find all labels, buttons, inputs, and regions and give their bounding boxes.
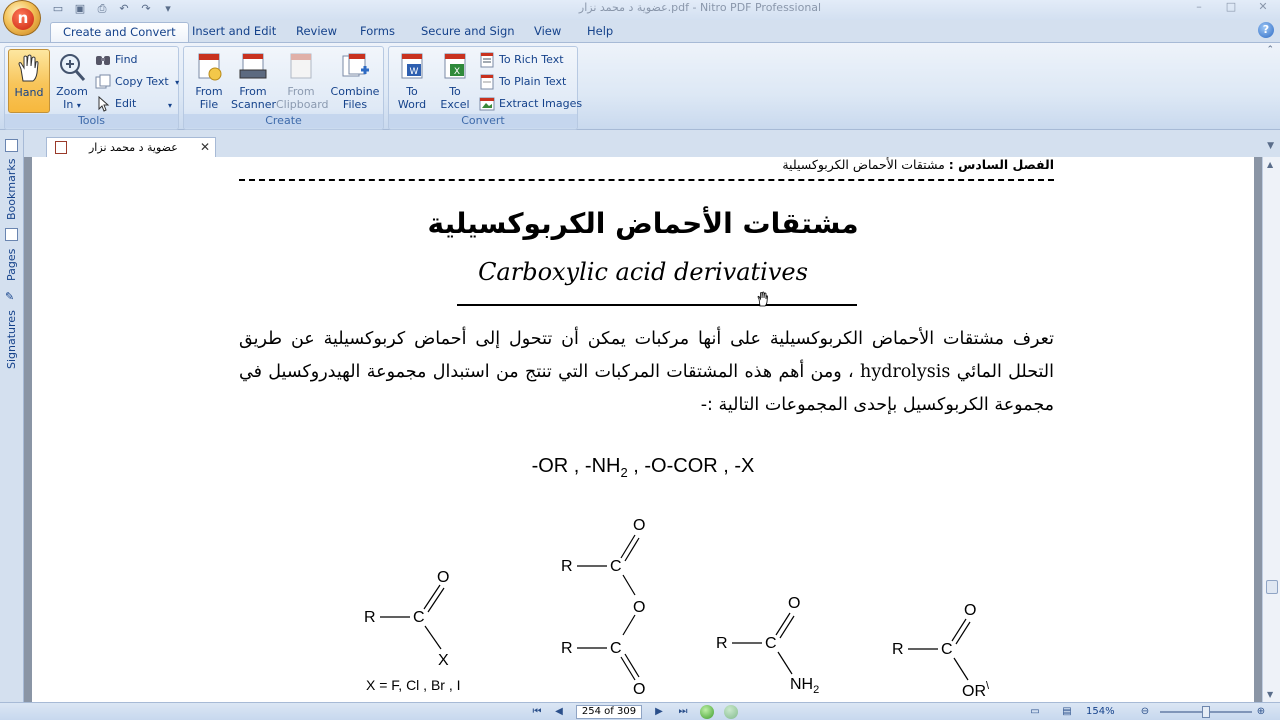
ester-or [962, 680, 990, 700]
extract-images-button[interactable] [479, 95, 582, 113]
pages-tab[interactable]: Pages [5, 248, 18, 282]
plain-text-icon [479, 74, 495, 90]
to-word-button[interactable] [391, 49, 433, 113]
title-bar [0, 0, 1280, 20]
help-icon[interactable]: ? [1258, 22, 1274, 38]
from-scanner-button[interactable] [231, 49, 275, 113]
to-excel-button[interactable] [434, 49, 476, 113]
zoom-out-icon[interactable]: ⊖ [1140, 706, 1150, 717]
bookmarks-icon [5, 139, 18, 152]
magnifier-icon [56, 52, 88, 82]
substituent-groups [32, 455, 1254, 480]
intro-text-2: ، ومن أهم هذه المشتقات المركبات التي تنتج من استبدال مجموعة الهيدروكسيل في مجموعة الكربوكسيل بإحدى المجموعات التالية :- [239, 362, 1054, 415]
chemical-structures [32, 497, 1254, 702]
tab-forms[interactable]: Forms [360, 24, 395, 38]
edit-label: Edit [115, 97, 137, 110]
tab-secure-and-sign[interactable]: Secure and Sign [421, 24, 515, 38]
cursor-icon [95, 96, 111, 112]
app-menu-button[interactable] [3, 0, 41, 36]
to-excel-label-1: To [449, 85, 461, 98]
to-rich-text-label: To Rich Text [499, 53, 564, 66]
tab-help[interactable]: Help [587, 24, 614, 38]
convert-group-label: Convert [389, 114, 577, 128]
last-page-icon[interactable]: ⏭ [678, 706, 688, 717]
maximize-button[interactable]: □ [1225, 0, 1237, 13]
to-plain-text-button[interactable] [479, 73, 566, 91]
tools-group-label: Tools [5, 114, 178, 128]
minimize-button[interactable]: – [1196, 0, 1202, 13]
document-viewport[interactable] [24, 157, 1262, 702]
acyl-halide-x: X [438, 652, 449, 669]
continuous-view-icon[interactable]: ▤ [1062, 706, 1072, 717]
amide-n-subscript: 2 [813, 684, 820, 696]
scrollbar-thumb[interactable] [1266, 580, 1278, 594]
zoom-label-2: In ▾ [63, 98, 81, 111]
convert-group [388, 46, 583, 130]
zoom-in-icon[interactable]: ⊕ [1256, 706, 1266, 717]
combine-label-2: Files [342, 98, 368, 111]
zoom-level[interactable]: 154% [1086, 706, 1115, 717]
document-tabs [24, 137, 1280, 157]
anhydride-bridge-o: O [633, 599, 646, 616]
first-page-icon[interactable]: ⏮ [532, 706, 542, 717]
groups-text-1: -OR , -NH [531, 455, 621, 477]
tab-create-and-convert[interactable]: Create and Convert [50, 22, 189, 42]
pdf-document-icon [55, 141, 67, 154]
english-title: Carboxylic acid derivatives [478, 258, 808, 286]
ester-r: R [892, 641, 904, 658]
copy-text-label: Copy Text [115, 75, 169, 88]
back-view-icon[interactable] [700, 705, 714, 719]
ester-or-text: OR [962, 683, 986, 700]
anhydride-r2: R [561, 640, 573, 657]
hand-cursor-icon [756, 291, 770, 307]
svg-text:X: X [453, 67, 461, 77]
from-scanner-label-2: Scanner [231, 98, 277, 111]
ester-structure [892, 602, 990, 700]
zoom-in-button[interactable] [53, 49, 91, 113]
anhydride-c2: C [610, 640, 622, 657]
from-clipboard-label-2: Clipboard [276, 98, 329, 111]
to-word-label-2: Word [397, 98, 427, 111]
find-label: Find [115, 53, 138, 66]
from-file-label-2: File [199, 98, 219, 111]
groups-text-2: , -O-COR , -X [627, 455, 755, 477]
copy-text-button[interactable] [95, 73, 179, 91]
pages-icon [5, 228, 18, 241]
to-plain-text-label: To Plain Text [499, 75, 567, 88]
from-file-label-1: From [195, 85, 223, 98]
amide-structure [716, 595, 819, 696]
header-divider [239, 179, 1054, 181]
pdf-from-file-icon [193, 52, 225, 82]
previous-page-icon[interactable]: ◀ [555, 706, 563, 717]
title-underline [457, 304, 857, 306]
hand-label: Hand [14, 86, 44, 99]
svg-text:W: W [409, 67, 419, 77]
groups-subscript: 2 [620, 465, 628, 480]
undo-icon[interactable]: ↶ [119, 2, 129, 15]
ribbon [0, 42, 1280, 130]
running-header-chapter: الفصل السادس : [948, 157, 1054, 172]
zoom-label-1: Zoom [56, 85, 88, 98]
extract-images-label: Extract Images [499, 97, 583, 110]
create-group [183, 46, 384, 130]
close-window-button[interactable]: ✕ [1258, 0, 1268, 13]
chapter-title: مشتقات الأحماض الكربوكسيلية [427, 207, 859, 240]
acyl-halide-r: R [364, 609, 376, 626]
redo-icon[interactable]: ↷ [141, 2, 151, 15]
scroll-down-icon[interactable]: ▼ [1267, 690, 1274, 699]
tools-group [4, 46, 179, 130]
single-page-view-icon[interactable]: ▭ [1030, 706, 1040, 717]
from-clipboard-button[interactable] [276, 49, 329, 113]
save-icon[interactable]: ▣ [74, 2, 86, 15]
from-file-button[interactable] [187, 49, 231, 113]
acyl-halide-o: O [437, 569, 450, 586]
ribbon-tabs [0, 20, 1280, 42]
to-excel-icon [439, 52, 471, 82]
anhydride-o2: O [633, 681, 646, 698]
tab-view[interactable]: View [534, 24, 562, 38]
intro-hydrolysis-term: hydrolysis [860, 362, 951, 382]
clipboard-icon [285, 52, 317, 82]
ester-prime: \ [986, 680, 990, 692]
window-title: عضوية د محمد نزار.pdf - Nitro PDF Professional [578, 1, 822, 14]
zoom-slider-knob[interactable] [1202, 706, 1210, 718]
amide-n [790, 676, 819, 696]
tab-list-chevron-icon[interactable]: ▼ [1267, 141, 1274, 151]
ester-c: C [941, 641, 953, 658]
from-clipboard-label-1: From [287, 85, 315, 98]
anhydride-structure [561, 517, 645, 698]
ester-o: O [964, 602, 977, 619]
anhydride-o1: O [633, 517, 646, 534]
close-tab-icon[interactable]: ✕ [199, 140, 210, 154]
bookmarks-tab[interactable]: Bookmarks [5, 158, 18, 220]
acyl-halide-c: C [413, 609, 425, 626]
to-word-icon [396, 52, 428, 82]
signature-pen-icon: ✎ [5, 290, 15, 303]
to-excel-label-2: Excel [440, 98, 470, 111]
combine-label-1: Combine [330, 85, 380, 98]
from-scanner-label-1: From [239, 85, 267, 98]
page-number-input[interactable]: 254 of 309 [576, 705, 642, 719]
nitro-logo-icon: n [12, 8, 34, 30]
amide-o: O [788, 595, 801, 612]
edit-chevron-down-icon[interactable]: ▾ [168, 101, 173, 110]
anhydride-r1: R [561, 558, 573, 575]
tab-review[interactable]: Review [296, 24, 338, 38]
running-header [239, 157, 1054, 172]
signatures-tab[interactable]: Signatures [5, 310, 18, 370]
collapse-ribbon-icon[interactable]: ⌃ [1266, 45, 1274, 55]
find-button[interactable] [95, 51, 138, 69]
extract-images-icon [479, 96, 495, 112]
document-tab[interactable] [46, 137, 216, 157]
amide-r: R [716, 635, 728, 652]
hand-tool-button[interactable] [8, 49, 50, 113]
binoculars-icon [95, 52, 111, 68]
document-tab-title: عضوية د محمد نزار [89, 141, 178, 154]
intro-paragraph [239, 323, 1054, 422]
to-word-label-1: To [406, 85, 418, 98]
create-group-label: Create [184, 114, 383, 128]
copy-text-icon [95, 74, 111, 90]
side-panel [0, 130, 24, 720]
rich-text-icon [479, 52, 495, 68]
amide-nh: NH [790, 676, 814, 693]
amide-c: C [765, 635, 777, 652]
print-icon[interactable]: ⎙ [97, 2, 107, 15]
pdf-page [32, 157, 1254, 702]
scanner-icon [237, 52, 269, 82]
anhydride-c1: C [610, 558, 622, 575]
hand-icon [13, 53, 45, 83]
to-rich-text-button[interactable] [479, 51, 564, 69]
status-bar [0, 702, 1280, 720]
forward-view-icon[interactable] [724, 705, 738, 719]
edit-button[interactable] [95, 95, 136, 113]
combine-files-button[interactable] [330, 49, 380, 113]
next-page-icon[interactable]: ▶ [655, 706, 663, 717]
customize-qat-icon[interactable]: ▾ [165, 2, 171, 15]
open-icon[interactable]: ▭ [52, 2, 64, 15]
acyl-halide-structure [364, 569, 461, 693]
tab-insert-and-edit[interactable]: Insert and Edit [192, 24, 277, 38]
chevron-down-icon: ▾ [175, 78, 180, 87]
intro-text-1: تعرف مشتقات الأحماض الكربوكسيلية على أنها مركبات يمكن أن تتحول إلى أحماض كربوكسيلية عن طريق التحلل المائي [239, 329, 1054, 382]
vertical-scrollbar[interactable] [1262, 157, 1280, 702]
running-header-topic: مشتقات الأحماض الكربوكسيلية [782, 157, 949, 172]
scroll-up-icon[interactable]: ▲ [1267, 160, 1274, 169]
halogen-note: X = F, Cl , Br , I [366, 677, 461, 693]
combine-files-icon [339, 52, 371, 82]
